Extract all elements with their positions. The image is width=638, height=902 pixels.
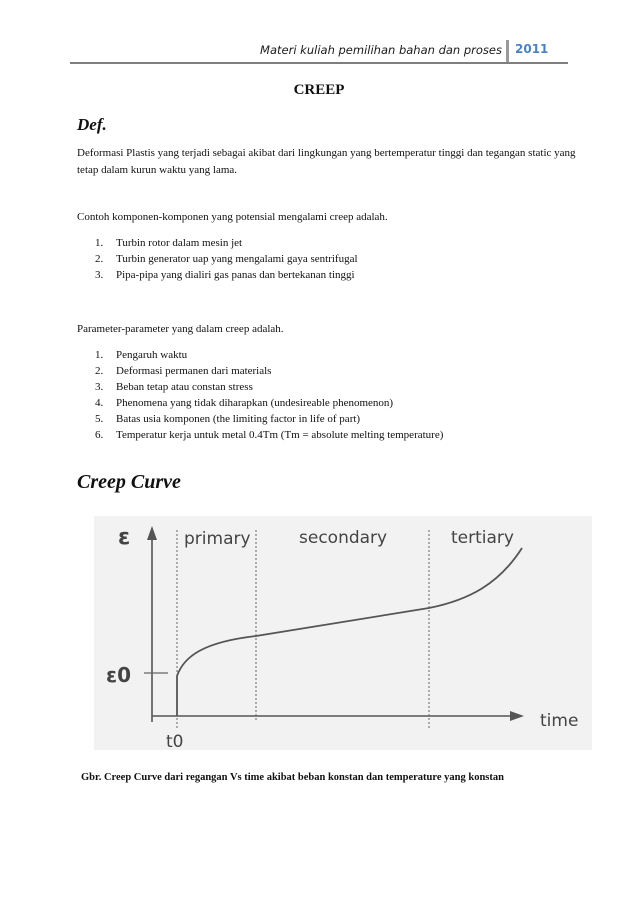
tertiary-label: tertiary (451, 528, 514, 548)
creep-curve-line (177, 548, 522, 716)
list-item (95, 251, 575, 267)
parameters-list (95, 347, 575, 443)
list-text: Deformasi permanen dari materials (116, 365, 272, 377)
secondary-label: secondary (299, 528, 388, 548)
epsilon0-label: ε0 (106, 663, 132, 687)
list-number: 4. (95, 397, 104, 409)
definition-heading: Def. (77, 115, 107, 134)
list-number: 2. (95, 365, 104, 377)
creep-curve-heading: Creep Curve (77, 471, 181, 493)
list-item (95, 411, 575, 427)
list-number: 2. (95, 253, 104, 265)
header-title: Materi kuliah pemilihan bahan dan proses (260, 43, 502, 57)
list-item (95, 267, 575, 283)
x-axis-arrow-icon (510, 711, 524, 721)
figure-caption: Gbr. Creep Curve dari regangan Vs time akibat beban konstan dan temperature yang konstan (81, 772, 504, 783)
list-text: Beban tetap atau constan stress (116, 381, 253, 393)
list-item (95, 363, 575, 379)
list-number: 3. (95, 381, 104, 393)
list-text: Phenomena yang tidak diharapkan (undesireable phenomenon) (116, 397, 394, 409)
primary-label: primary (184, 529, 251, 549)
list-text: Pengaruh waktu (116, 349, 188, 361)
definition-text: Deformasi Plastis yang terjadi sebagai akibat dari lingkungan yang bertemperatur tinggi dan tegangan static yang tetap dalam kurun waktu yang lama. (77, 147, 576, 176)
creep-curve-figure (94, 516, 592, 750)
list-number: 1. (95, 237, 104, 249)
list-number: 1. (95, 349, 104, 361)
list-text: Batas usia komponen (the limiting factor in life of part) (116, 413, 361, 425)
list-number: 3. (95, 269, 104, 281)
list-item (95, 427, 575, 443)
creep-curve-diagram (94, 516, 592, 750)
t0-label: t0 (166, 732, 184, 750)
y-axis-arrow-icon (147, 526, 157, 540)
list-item (95, 395, 575, 411)
x-axis-label: time (540, 711, 579, 731)
list-text: Temperatur kerja untuk metal 0.4Tm (Tm = absolute melting temperature) (116, 429, 444, 441)
list-item (95, 347, 575, 363)
list-item (95, 235, 575, 251)
list-number: 6. (95, 429, 104, 441)
page-header (70, 40, 568, 62)
list-item (95, 379, 575, 395)
parameters-intro: Parameter-parameter yang dalam creep adalah. (77, 323, 284, 335)
header-rule (70, 62, 568, 64)
y-axis-label: ε (118, 525, 131, 550)
list-text: Pipa-pipa yang dialiri gas panas dan bertekanan tinggi (116, 269, 355, 281)
header-divider (506, 40, 509, 62)
header-year: 2011 (515, 42, 549, 56)
document-title: CREEP (293, 82, 345, 98)
components-list (95, 235, 575, 283)
list-text: Turbin generator uap yang mengalami gaya sentrifugal (116, 253, 358, 265)
list-text: Turbin rotor dalam mesin jet (116, 237, 243, 249)
list-number: 5. (95, 413, 104, 425)
components-intro: Contoh komponen-komponen yang potensial mengalami creep adalah. (77, 211, 388, 223)
